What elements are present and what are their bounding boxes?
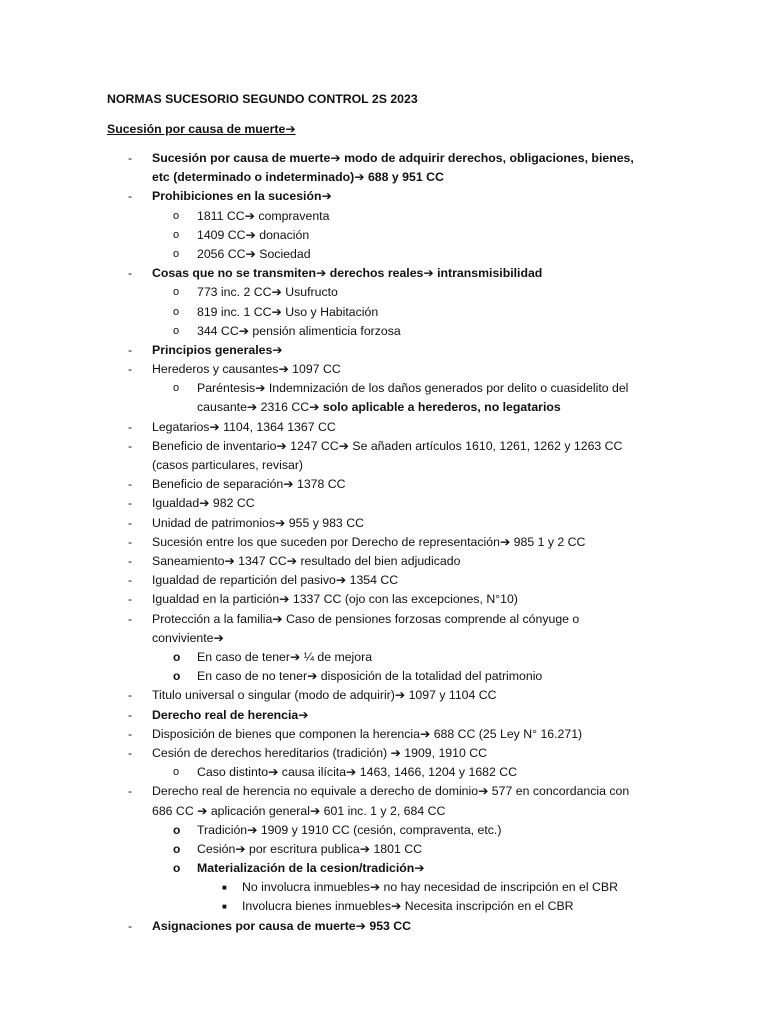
list-item	[0, 379, 768, 417]
list-item	[0, 706, 768, 725]
text-segment: Disposición de bienes que componen la herencia➔ 688 CC (25 Ley N° 16.271)	[152, 726, 583, 741]
list-item	[0, 552, 768, 571]
list-item	[0, 418, 768, 437]
text-segment: Beneficio de separación➔ 1378 CC	[152, 477, 346, 492]
circle-bullet: o	[173, 841, 181, 856]
list-item	[0, 245, 768, 264]
list-item-text	[152, 744, 652, 763]
dash-bullet: -	[128, 362, 133, 377]
list-item	[0, 744, 768, 763]
list-item	[0, 897, 768, 916]
dash-bullet: -	[128, 745, 133, 760]
section-heading: Sucesión por causa de muerte➔	[107, 122, 296, 136]
dash-bullet: -	[128, 515, 133, 530]
list-item-text	[152, 706, 652, 725]
text-segment: Cesión➔ por escritura publica➔ 1801 CC	[197, 841, 422, 856]
dash-bullet: -	[128, 573, 133, 588]
text-segment: Titulo universal o singular (modo de adquirir)➔ 1097 y 1104 CC	[152, 688, 497, 703]
document-title: NORMAS SUCESORIO SEGUNDO CONTROL 2S 2023	[107, 92, 418, 106]
list-item	[0, 303, 768, 322]
dash-bullet: -	[128, 592, 133, 607]
text-segment: Unidad de patrimonios➔ 955 y 983 CC	[152, 515, 364, 530]
list-item-text	[152, 917, 652, 936]
outline-list	[0, 149, 768, 936]
text-segment: Protección a la familia➔ Caso de pensiones forzosas comprende al cónyuge o conviviente➔	[152, 611, 580, 645]
dash-bullet: -	[128, 189, 133, 204]
list-item	[0, 840, 768, 859]
text-segment: Cosas que no se transmiten➔ derechos reales➔ intransmisibilidad	[152, 266, 543, 281]
list-item-text	[197, 283, 657, 302]
list-item-text	[152, 552, 652, 571]
list-item-text	[152, 437, 652, 475]
circle-bullet: o	[173, 766, 180, 779]
list-item	[0, 264, 768, 283]
list-item	[0, 878, 768, 897]
text-segment: En caso de tener➔ ¼ de mejora	[197, 650, 373, 664]
list-item	[0, 667, 768, 686]
text-segment: Sucesión por causa de muerte➔ modo de adquirir derechos, obligaciones, bienes, etc (determinado o indeterminado)➔ 688 y 951 CC	[152, 151, 634, 185]
dash-bullet: -	[128, 726, 133, 741]
list-item-text	[197, 226, 657, 245]
circle-bullet: o	[173, 669, 181, 684]
text-segment: Legatarios➔ 1104, 1364 1367 CC	[152, 419, 336, 434]
list-item	[0, 322, 768, 341]
circle-bullet: o	[173, 228, 180, 241]
dash-bullet: -	[128, 707, 133, 722]
list-item	[0, 207, 768, 226]
list-item-text	[152, 686, 652, 705]
list-item-text	[197, 821, 657, 840]
list-item	[0, 360, 768, 379]
list-item	[0, 187, 768, 206]
dash-bullet: -	[128, 784, 133, 799]
circle-bullet: o	[173, 822, 181, 837]
list-item	[0, 283, 768, 302]
text-segment: Igualdad en la partición➔ 1337 CC (ojo con las excepciones, N°10)	[152, 592, 518, 607]
list-item	[0, 859, 768, 878]
square-bullet: ■	[222, 902, 227, 912]
list-item-text	[152, 514, 652, 533]
text-segment: Materialización de la cesion/tradición➔	[197, 861, 425, 876]
list-item	[0, 610, 768, 648]
text-segment: 2056 CC➔ Sociedad	[197, 246, 311, 261]
list-item-text	[152, 187, 652, 206]
dash-bullet: -	[128, 477, 133, 492]
text-segment: Igualdad de repartición del pasivo➔ 1354 CC	[152, 573, 399, 588]
text-segment: Paréntesis➔ Indemnización de los daños generados por delito o cuasidelito del causante➔ 2316 CC➔	[197, 381, 629, 415]
circle-bullet: o	[173, 209, 180, 222]
text-segment: Sucesión entre los que suceden por Derecho de representación➔ 985 1 y 2 CC	[152, 534, 586, 549]
list-item	[0, 590, 768, 609]
list-item-text	[152, 341, 652, 360]
dash-bullet: -	[128, 266, 133, 281]
text-segment: 344 CC➔ pensión alimenticia forzosa	[197, 323, 401, 338]
list-item-text	[152, 494, 652, 513]
dash-bullet: -	[128, 554, 133, 569]
list-item	[0, 686, 768, 705]
list-item-text	[197, 667, 657, 686]
list-item	[0, 648, 768, 667]
circle-bullet: o	[173, 247, 180, 260]
list-item-text	[197, 207, 657, 226]
list-item	[0, 341, 768, 360]
list-item	[0, 149, 768, 187]
text-segment: Principios generales➔	[152, 342, 283, 357]
list-item-text	[152, 475, 652, 494]
text-segment: Herederos y causantes➔ 1097 CC	[152, 362, 341, 377]
text-segment: 1811 CC➔ compraventa	[197, 208, 330, 223]
list-item-text	[152, 360, 652, 379]
dash-bullet: -	[128, 611, 133, 626]
list-item-text	[197, 840, 657, 859]
list-item-text	[242, 878, 662, 897]
circle-bullet: o	[173, 324, 180, 337]
text-segment: 819 inc. 1 CC➔ Uso y Habitación	[197, 304, 379, 319]
list-item-text	[152, 533, 652, 552]
circle-bullet: o	[173, 861, 181, 876]
text-segment: 773 inc. 2 CC➔ Usufructo	[197, 285, 338, 300]
circle-bullet: o	[173, 382, 180, 395]
text-segment: Igualdad➔ 982 CC	[152, 496, 255, 511]
list-item	[0, 475, 768, 494]
dash-bullet: -	[128, 534, 133, 549]
dash-bullet: -	[128, 151, 133, 165]
text-segment: solo aplicable a herederos, no legatarios	[322, 400, 561, 415]
text-segment: Derecho real de herencia➔	[152, 707, 309, 722]
text-segment: Tradición➔ 1909 y 1910 CC (cesión, compraventa, etc.)	[197, 822, 502, 837]
list-item-text	[152, 725, 652, 744]
list-item	[0, 494, 768, 513]
list-item-text	[152, 782, 652, 820]
list-item	[0, 533, 768, 552]
dash-bullet: -	[128, 438, 133, 453]
list-item	[0, 821, 768, 840]
list-item-text	[152, 418, 652, 437]
list-item	[0, 571, 768, 590]
list-item-text	[197, 648, 657, 667]
text-segment: Asignaciones por causa de muerte➔ 953 CC	[152, 918, 412, 933]
text-segment: Prohibiciones en la sucesión➔	[152, 189, 332, 204]
list-item-text	[152, 264, 652, 283]
list-item-text	[197, 245, 657, 264]
square-bullet: ■	[222, 883, 227, 893]
list-item-text	[197, 379, 657, 417]
circle-bullet: o	[173, 305, 180, 318]
list-item-text	[197, 303, 657, 322]
list-item	[0, 226, 768, 245]
text-segment: Caso distinto➔ causa ilícita➔ 1463, 1466, 1204 y 1682 CC	[197, 765, 518, 780]
circle-bullet: o	[173, 286, 180, 299]
list-item-text	[242, 897, 662, 916]
dash-bullet: -	[128, 918, 133, 933]
list-item-text	[197, 859, 657, 878]
text-segment: Beneficio de inventario➔ 1247 CC➔ Se añaden artículos 1610, 1261, 1262 y 1263 CC (casos particulares, revisar)	[152, 438, 623, 473]
list-item-text	[197, 763, 657, 782]
list-item	[0, 514, 768, 533]
dash-bullet: -	[128, 496, 133, 511]
text-segment: Involucra bienes inmuebles➔ Necesita inscripción en el CBR	[242, 899, 574, 914]
list-item	[0, 917, 768, 936]
list-item	[0, 782, 768, 820]
text-segment: En caso de no tener➔ disposición de la totalidad del patrimonio	[197, 669, 543, 684]
list-item	[0, 725, 768, 744]
list-item-text	[197, 322, 657, 341]
list-item	[0, 763, 768, 782]
circle-bullet: o	[173, 650, 181, 664]
text-segment: Derecho real de herencia no equivale a derecho de dominio➔ 577 en concordancia con 686 CC ➔ aplicación general➔ 601 inc. 1 y 2, 684 CC	[152, 784, 630, 818]
list-item-text	[152, 149, 652, 187]
list-item-text	[152, 610, 652, 648]
text-segment: Saneamiento➔ 1347 CC➔ resultado del bien adjudicado	[152, 554, 461, 569]
list-item-text	[152, 571, 652, 590]
list-item	[0, 437, 768, 475]
text-segment: 1409 CC➔ donación	[197, 227, 310, 242]
text-segment: No involucra inmuebles➔ no hay necesidad de inscripción en el CBR	[242, 880, 618, 895]
dash-bullet: -	[128, 419, 133, 434]
dash-bullet: -	[128, 688, 133, 703]
dash-bullet: -	[128, 342, 133, 357]
text-segment: Cesión de derechos hereditarios (tradición) ➔ 1909, 1910 CC	[152, 745, 487, 760]
list-item-text	[152, 590, 652, 609]
